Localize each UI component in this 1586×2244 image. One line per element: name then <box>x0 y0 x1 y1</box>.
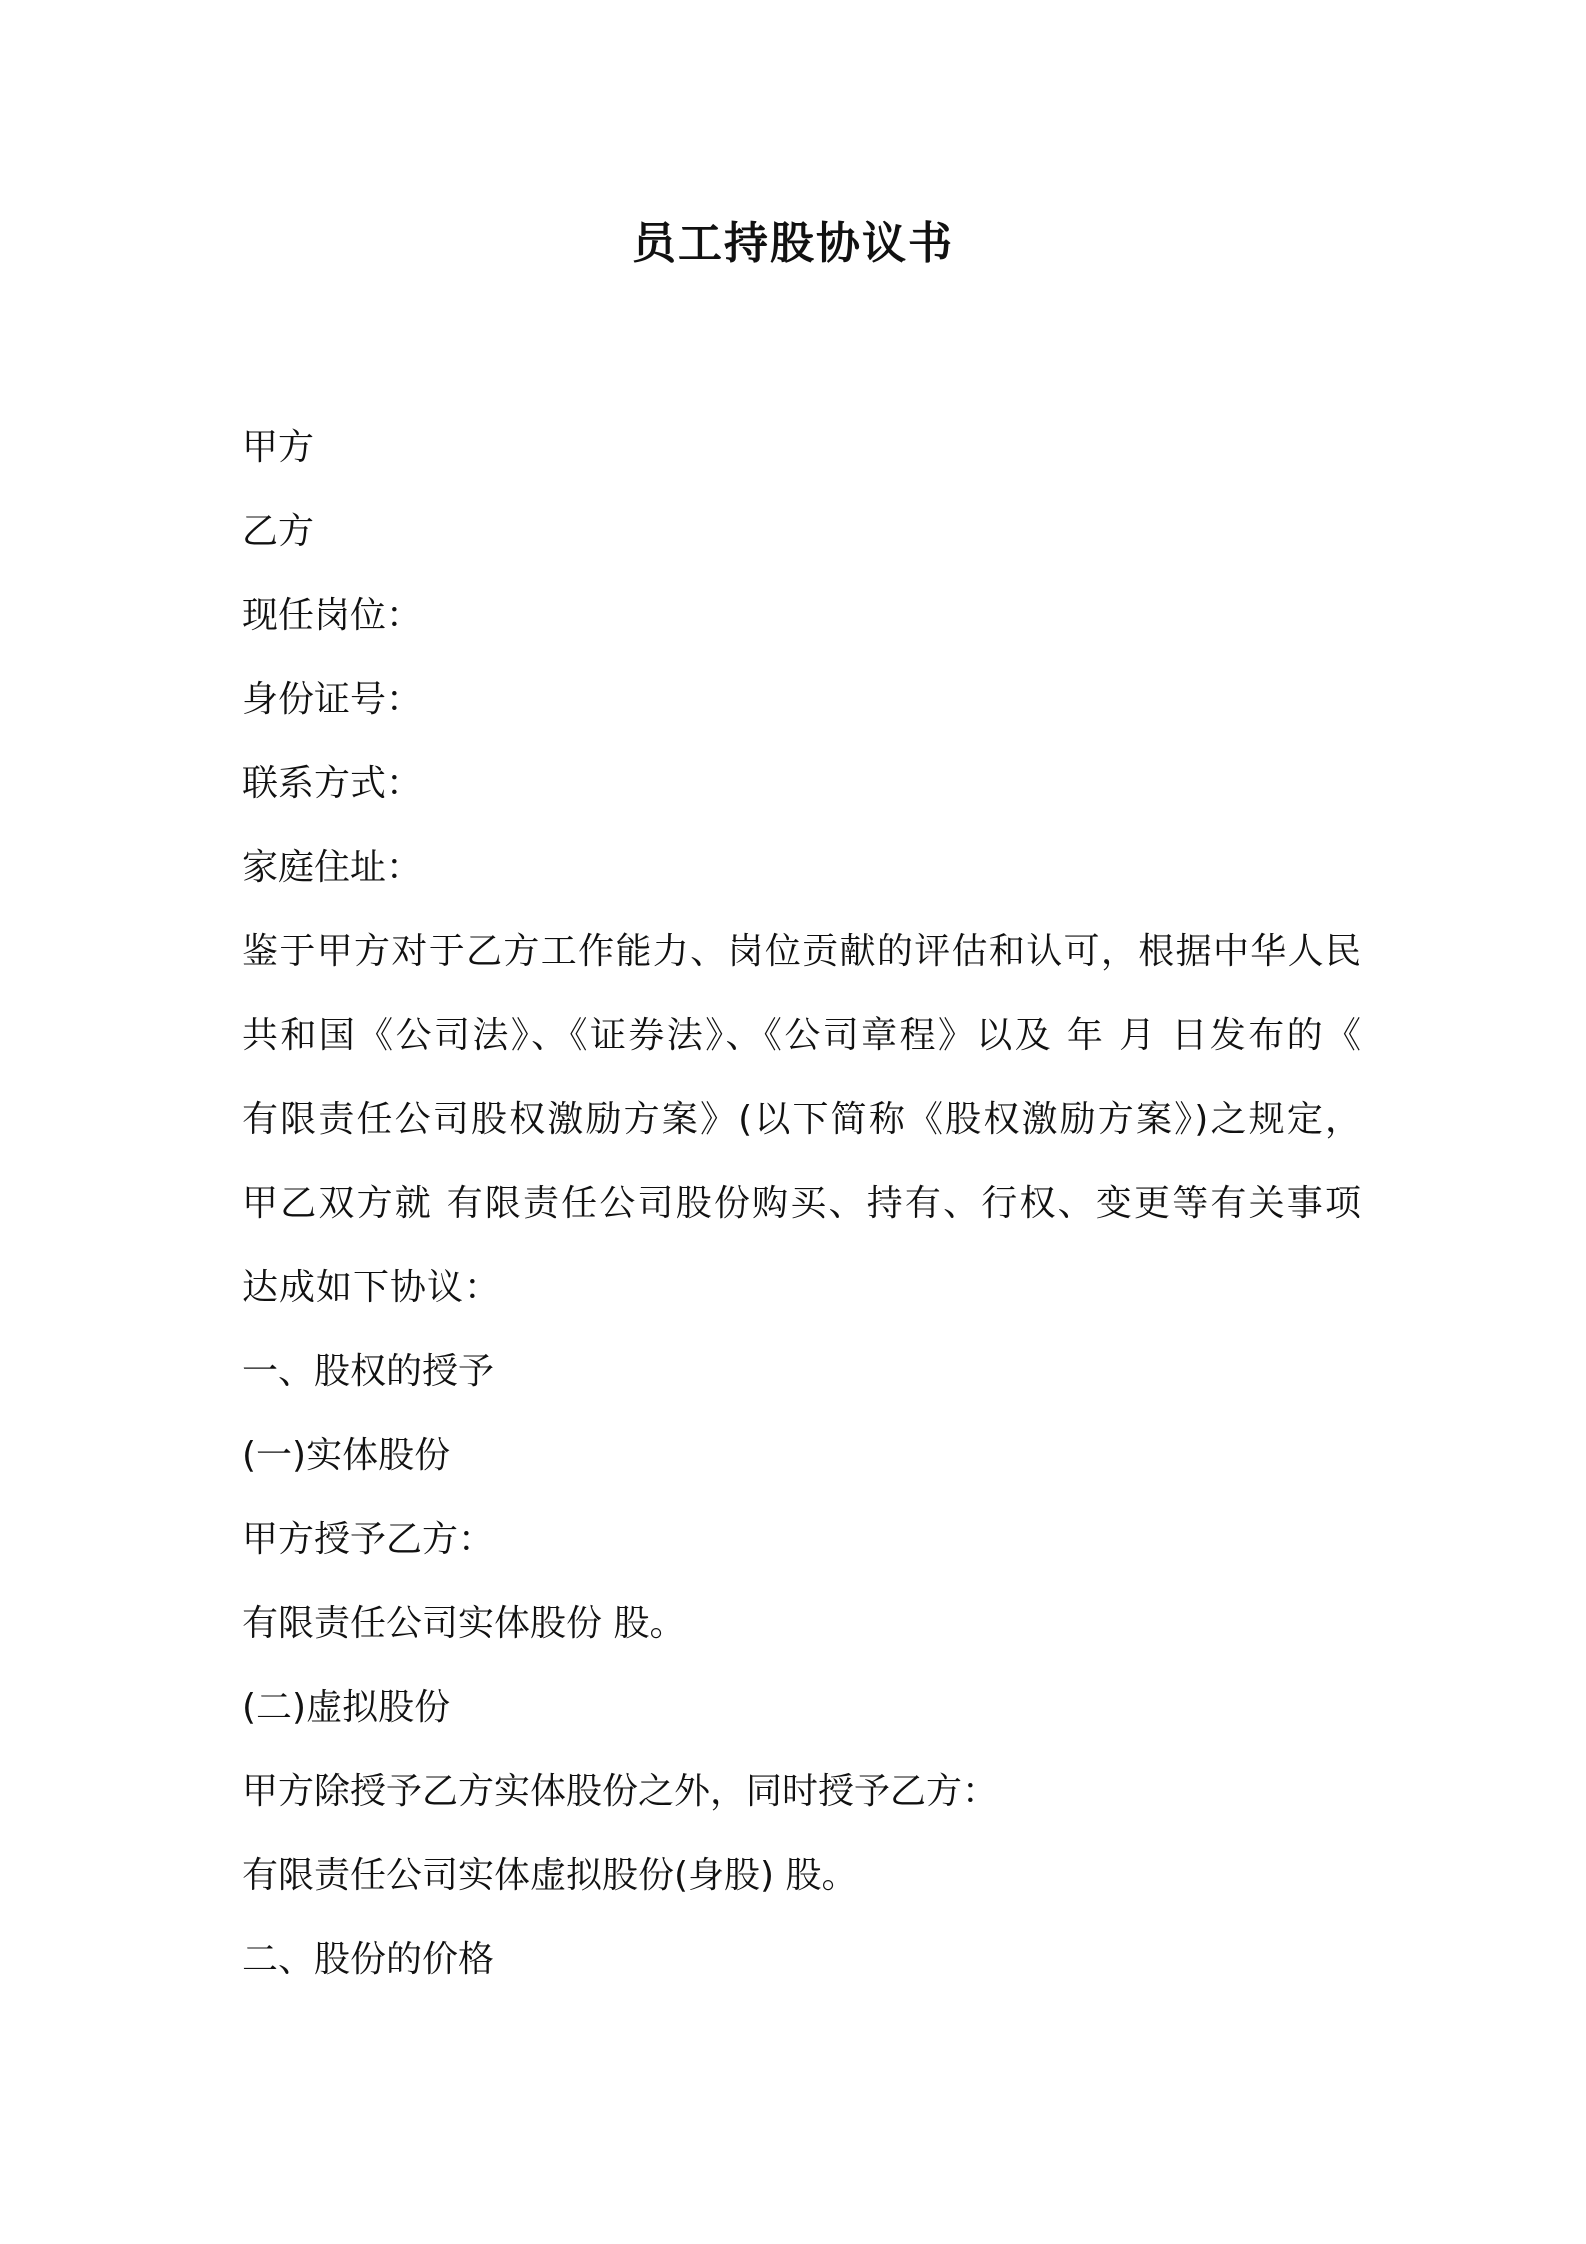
subsection-1-line-1: 甲方授予乙方： <box>242 1519 495 1560</box>
section-2-heading: 二、股份的价格 <box>242 1939 495 1980</box>
section-1-heading: 一、股权的授予 <box>242 1351 495 1392</box>
subsection-1-heading: (一)实体股份 <box>242 1435 451 1476</box>
subsection-2-line-2: 有限责任公司实体虚拟股份(身股) 股。 <box>242 1855 858 1896</box>
position-label: 现任岗位： <box>242 595 423 636</box>
id-number-label: 身份证号： <box>242 679 423 720</box>
preamble-paragraph: 鉴于甲方对于乙方工作能力、岗位贡献的评估和认可，根据中华人民共和国《公司法》、《证券法》、《公司章程》以及 年 月 日发布的《 有限责任公司股权激励方案》(以下简称《股权激励方案》)之规定，甲乙双方就 有限责任公司股份购买、持有、行权、变更等有关事项达成如下协议： <box>242 931 1362 1308</box>
document-title: 员工持股协议书 <box>632 218 954 269</box>
party-b-label: 乙方 <box>242 511 315 552</box>
contact-label: 联系方式： <box>242 763 423 804</box>
document-body <box>242 406 1362 2002</box>
subsection-1-line-2: 有限责任公司实体股份 股。 <box>242 1603 686 1644</box>
subsection-2-heading: (二)虚拟股份 <box>242 1687 451 1728</box>
party-a-label: 甲方 <box>242 427 315 468</box>
address-label: 家庭住址： <box>242 847 423 888</box>
subsection-2-line-1: 甲方除授予乙方实体股份之外，同时授予乙方： <box>242 1771 999 1812</box>
